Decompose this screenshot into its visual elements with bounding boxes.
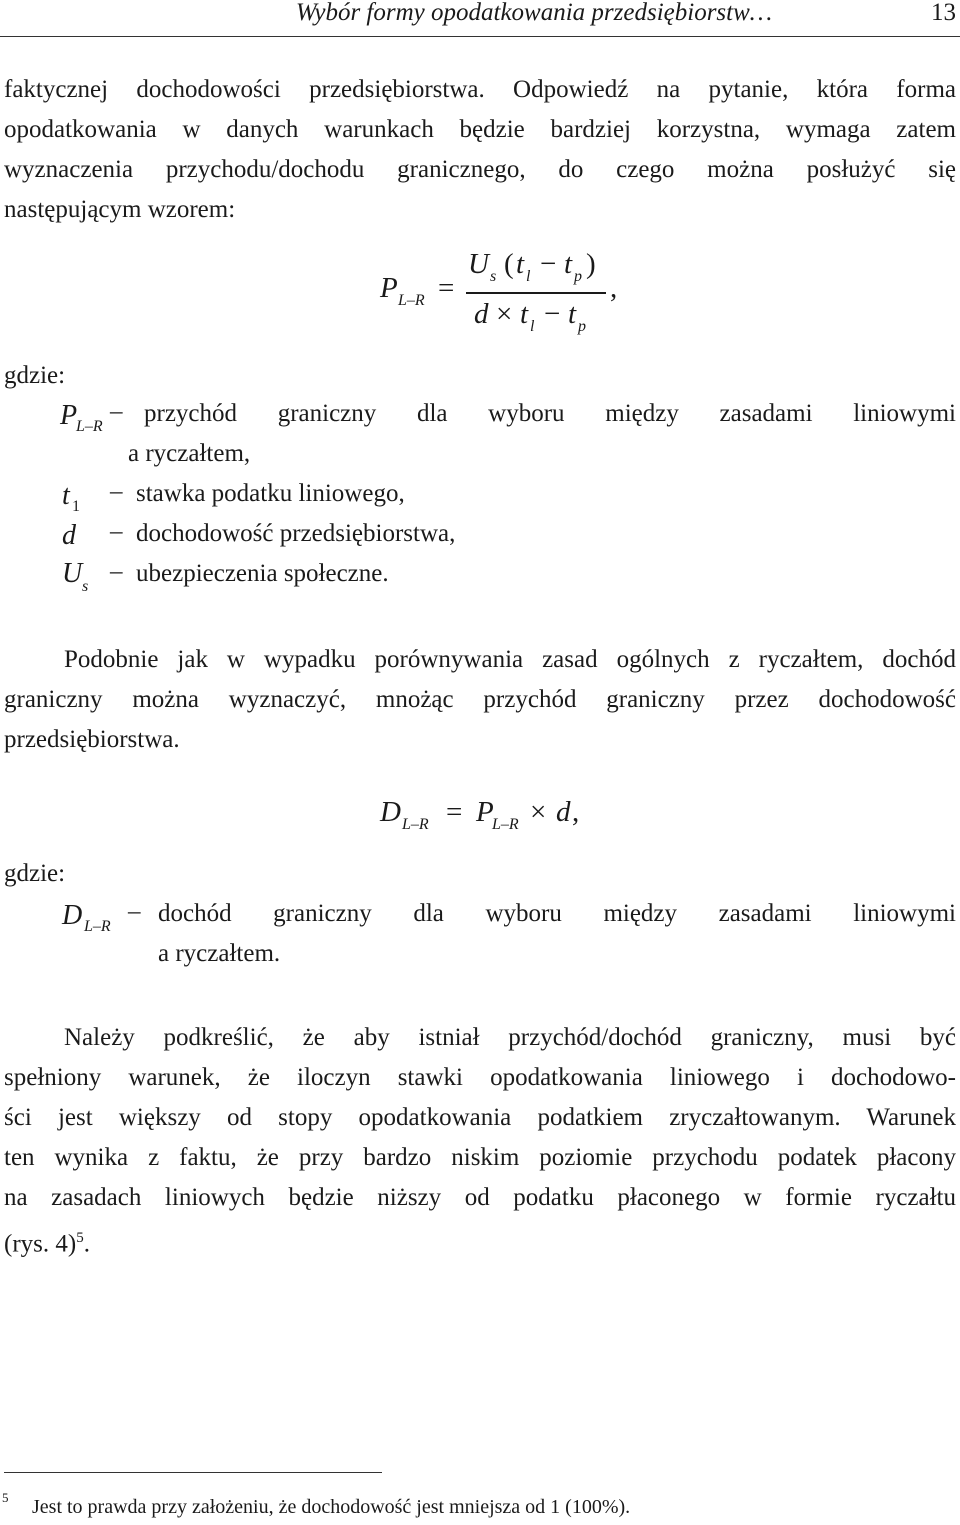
formula-symbol: t — [520, 298, 529, 330]
formula-times: × — [530, 796, 547, 828]
definition-text: przychód graniczny dla wyboru między zasadami liniowymi — [144, 400, 956, 427]
text-line: ści jest większy od stopy opodatkowania podatkiem zryczałtowanym. Warunek — [4, 1104, 956, 1131]
text-line: Należy podkreślić, że aby istniał przychód/dochód graniczny, musi być — [64, 1024, 956, 1051]
formula-subscript: s — [490, 268, 497, 285]
text-line: ten wynika z faktu, że przy bardzo niskim poziomie przychodu podatek płacony — [4, 1144, 956, 1171]
definition-dash: – — [110, 518, 123, 545]
formula-paren: ( — [504, 248, 514, 280]
formula-minus: − — [540, 248, 557, 280]
formula-minus: − — [544, 298, 561, 330]
text-line: faktycznej dochodowości przedsiębiorstwa. Odpowiedź na pytanie, która forma — [4, 76, 956, 103]
text-line: spełniony warunek, że iloczyn stawki opodatkowania liniowego i dochodowo- — [4, 1064, 956, 1091]
text-line: wyznaczenia przychodu/dochodu granicznego, do czego można posłużyć się — [4, 156, 956, 183]
page-number: 13 — [931, 0, 956, 26]
text-line: Podobnie jak w wypadku porównywania zasad ogólnych z ryczałtem, dochód — [64, 646, 956, 673]
formula-symbol: t — [568, 298, 577, 330]
definition-text: stawka podatku liniowego, — [136, 480, 405, 507]
running-title: Wybór formy opodatkowania przedsiębiorstw… — [295, 0, 772, 26]
formula-comma: , — [572, 796, 580, 828]
where-label: gdzie: — [4, 860, 66, 887]
formula-times: × — [496, 298, 513, 330]
formula-break-even-revenue — [380, 248, 640, 348]
paragraph-2 — [4, 640, 956, 760]
formula-symbol: D — [380, 796, 401, 828]
formula-subscript: L–R — [398, 292, 425, 309]
formula-symbol: P — [476, 796, 494, 828]
definition-subscript: s — [82, 578, 89, 595]
text-line: przedsiębiorstwa. — [4, 726, 180, 753]
fraction-bar — [466, 292, 606, 294]
formula-subscript: l — [526, 268, 531, 285]
text-line: na zasadach liniowych będzie niższy od podatku płaconego w formie ryczałtu — [4, 1184, 956, 1211]
footnote-ref[interactable]: 5 — [76, 1230, 84, 1246]
where-label: gdzie: — [4, 362, 66, 389]
formula-symbol: t — [564, 248, 573, 280]
definition-subscript: L–R — [84, 918, 111, 935]
text-line-final — [4, 1218, 956, 1258]
formula-equals: = — [446, 796, 463, 828]
definition-text-continued: a ryczałtem. — [158, 940, 281, 967]
footnote-text: Jest to prawda przy założeniu, że dochodowość jest mniejsza od 1 (100%). — [32, 1496, 631, 1518]
formula-symbol: d — [474, 298, 489, 330]
definition-subscript: 1 — [72, 498, 80, 515]
formula-subscript: l — [530, 318, 535, 335]
formula-subscript: L–R — [492, 816, 519, 833]
definition-text: dochód graniczny dla wyboru między zasadami liniowymi — [158, 900, 956, 927]
definition-dash: – — [110, 558, 123, 585]
text-line: opodatkowania w danych warunkach będzie bardziej korzystna, wymaga zatem — [4, 116, 956, 143]
text-line: następującym wzorem: — [4, 196, 236, 223]
definition-dash: – — [110, 478, 123, 505]
definition-symbol: t — [62, 480, 70, 511]
text-fragment: (rys. 4) — [4, 1230, 77, 1258]
formula-paren: ) — [586, 248, 596, 280]
formula-break-even-income — [380, 796, 600, 840]
definition-symbol: U — [62, 558, 83, 589]
footnote — [2, 1490, 631, 1519]
definition-text: ubezpieczenia społeczne. — [136, 560, 389, 587]
formula-subscript: p — [574, 268, 582, 285]
formula-symbol: t — [516, 248, 525, 280]
definition-symbol: D — [62, 900, 83, 931]
formula-subscript: p — [578, 318, 586, 335]
formula-subscript: L–R — [402, 816, 429, 833]
text-fragment: . — [83, 1230, 90, 1258]
footnote-number: 5 — [2, 1490, 9, 1505]
definition-dash: – — [110, 398, 123, 425]
formula-symbol: U — [468, 248, 489, 280]
definition-subscript: L–R — [76, 418, 103, 435]
text-line: graniczny można wyznaczyć, mnożąc przychód graniczny przez dochodowość — [4, 686, 956, 713]
running-header — [0, 0, 960, 37]
formula-comma: , — [610, 272, 618, 304]
definition-symbol: P — [60, 400, 78, 431]
definition-text: dochodowość przedsiębiorstwa, — [136, 520, 456, 547]
definition-dash: – — [128, 898, 141, 925]
paragraph-1 — [4, 70, 956, 230]
definition-text-continued: a ryczałtem, — [128, 440, 251, 467]
formula-symbol: P — [380, 272, 398, 304]
definition-symbol: d — [62, 520, 76, 551]
footnote-separator — [4, 1472, 382, 1473]
formula-equals: = — [438, 272, 455, 304]
formula-symbol: d — [556, 796, 571, 828]
paragraph-3 — [4, 1018, 956, 1258]
